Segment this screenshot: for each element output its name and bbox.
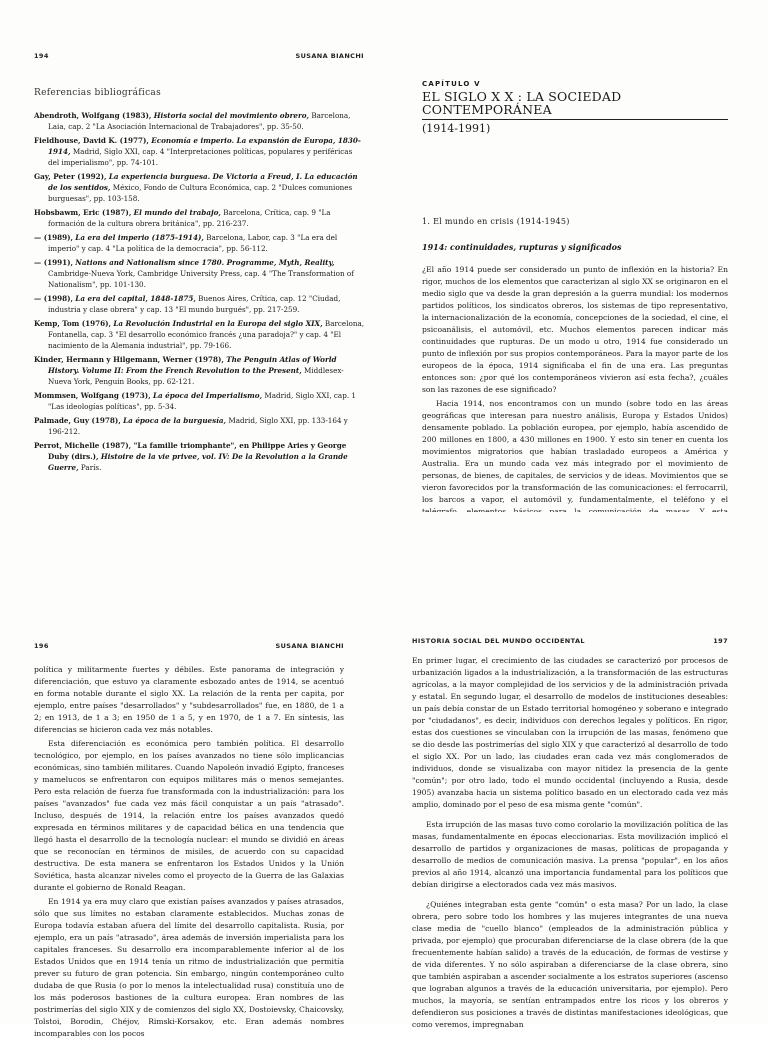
running-head-author: SUSANA BIANCHI xyxy=(295,52,364,60)
page-195 xyxy=(384,0,768,512)
reference-entry xyxy=(34,232,364,254)
reference-details: Barcelona, Laia, cap. 2 "La Asociación Internacional de Trabajadores", pp. 35-50. xyxy=(48,111,351,131)
reference-details: México, Fondo de Cultura Económica, cap. 2 "Dulces comuniones burguesas", pp. 103-158. xyxy=(48,183,353,203)
reference-author: Mommsen, Wolfgang (1973), xyxy=(34,391,151,400)
subsection-title: 1914: continuidades, rupturas y significados xyxy=(422,242,622,252)
page-194 xyxy=(0,0,384,512)
reference-entry xyxy=(34,171,364,204)
reference-author: Hobsbawm, Eric (1987), xyxy=(34,208,132,217)
body-text xyxy=(412,655,728,1031)
reference-author: Gay, Peter (1992), xyxy=(34,172,107,181)
paragraph: Esta diferenciación es económica pero también política. El desarrollo tecnológico, por ejemplo, en los países avanzados no tiene sólo implicancias económicas, sino también militares. Cuando Napoleón invadió Egipto, franceses y mamelucos se enfrentaron con equipos militares más o menos semejantes. Pero esta relación de fuerza fue transformada con la industrialización: para los países "avanzados" fue cada vez más fácil conquistar a un país "atrasado". Incluso, después de 1914, la relación entre los países avanzados quedó expresada en términos militares y de capacidad bélica en una tendencia que llegó hasta el desarrollo de la tecnología nuclear: el mundo se dividió en áreas que se reconocían en términos de misiles, de acuerdo con su capacidad destructiva. De esta manera se enfrentaron los Estados Unidos y la Unión Soviética, hasta alcanzar niveles como el proyecto de la Guerra de las Galaxias durante el gobierno de Ronald Reagan. xyxy=(34,739,344,892)
reference-entry xyxy=(34,135,364,168)
reference-entry xyxy=(34,354,364,387)
paragraph: En 1914 ya era muy claro que existían países avanzados y países atrasados, sólo que sus límites no estaban claramente establecidos. Muchas zonas de Europa todavía estaban afuera del límite del desarrollo capitalista. Rusia, por ejemplo, era un país "atrasado", área además de inversión imperialista para los capitales franceses. Su desarrollo era incomparablemente inferior al de los Estados Unidos que en 1914 tenía un ritmo de industrialización que permitía prever su futuro de gran potencia. Sin embargo, ningún contemporáneo culto dudaba de que Rusia (o por lo menos la intelectualidad rusa) constituía uno de los más poderosos bastiones de la cultura europea. Eran nombres de las postrimerías del siglo XIX y de comienzos del siglo XX, Dostoievsky, Chaicovsky, Tolstoi, Borodin, Chéjov, Rimski-Korsakov, etc. Eran además nombres incomparables con los pocos xyxy=(34,897,344,1038)
reference-details: Cambridge-Nueva York, Cambridge University Press, cap. 4 "The Transformation of Nationalism", pp. 101-130. xyxy=(48,269,354,289)
paragraph: Esta irrupción de las masas tuvo como corolario la movilización política de las masas, fundamentalmente en épocas eleccionarias. Esta movilización implicó el desarrollo de partidos y organizaciones de masas, políticas de propaganda y desarrollo de medios de comunicación masiva. La prensa "popular", en los años previos al año 1914, alcanzó una importancia fundamental para los políticos que debían dirigirse a electorados cada vez más masivos. xyxy=(412,820,728,889)
chapter-title: EL SIGLO X X : LA SOCIEDAD CONTEMPORÁNEA xyxy=(422,90,728,120)
references-heading: Referencias bibliográficas xyxy=(34,88,161,98)
reference-work: La experiencia burguesa. De Victoria a Freud, I. La educación de los sentidos, xyxy=(48,172,358,192)
reference-details: Madrid, Siglo XXI, cap. 1 "Las ideologías políticas", pp. 5-34. xyxy=(48,391,356,411)
paragraph: En primer lugar, el crecimiento de las ciudades se caracterizó por procesos de urbanización ligados a la industrialización, a la transformación de las estructuras agrícolas, a la mayor complejidad de los servicios y de la administración privada y estatal. En segundo lugar, el desarrollo de modelos de instituciones deseables: un país debía constar de un Estado territorial homogéneo y soberano e integrado por "ciudadanos", es decir, individuos con derechos legales y políticos. En rigor, estas dos cuestiones se vinculaban con la irrupción de las masas, fenómeno que se dio desde las postrimerías del siglo XIX y que caracterizó al desarrollo de todo el siglo XX. Por un lado, las ciudades eran cada vez más conglomerados de individuos, donde se visualizaba con mayor nitidez la presencia de la gente "común"; por otro lado, todo el mundo occidental (incluyendo a Rusia, desde 1905) avanzaba hacia un sistema político basado en un electorado cada vez más amplio, dominado por el peso de esa misma gente "común". xyxy=(412,656,728,809)
reference-work: The Penguin Atlas of World History. Volume II: From the French Revolution to the Present, xyxy=(48,355,337,375)
reference-details: Barcelona, Crítica, cap. 9 "La formación de la cultura obrera británica", pp. 216-237. xyxy=(48,208,331,228)
reference-work: La época del Imperialismo, xyxy=(152,391,263,400)
reference-work: Histoire de la vie privee, vol. IV: De la Revolution a la Grande Guerre, xyxy=(48,452,348,472)
reference-work: Historia social del movimiento obrero, xyxy=(153,111,310,120)
reference-author: Abendroth, Wolfgang (1983), xyxy=(34,111,152,120)
page-number: 196 xyxy=(34,642,49,650)
reference-work: La era del imperio (1875-1914), xyxy=(75,233,204,242)
reference-details: Barcelona, Labor, cap. 3 "La era del imperio" y cap. 4 "La política de la democracia", pp. 56-112. xyxy=(48,233,338,253)
reference-details: París. xyxy=(80,463,102,472)
reference-author: Fieldhouse, David K. (1977), xyxy=(34,136,149,145)
reference-work: La era del capital, 1848-1875, xyxy=(75,294,196,303)
reference-entry xyxy=(34,415,364,437)
reference-entry xyxy=(34,110,364,132)
reference-entry xyxy=(34,207,364,229)
reference-author: — (1989), xyxy=(34,233,73,242)
reference-author: — (1998), xyxy=(34,294,73,303)
running-head xyxy=(412,637,728,645)
reference-details: Madrid, Siglo XXI, pp. 133-164 y 196-212. xyxy=(48,416,348,436)
page-197 xyxy=(384,512,768,1029)
reference-entry xyxy=(34,318,364,351)
reference-details: Barcelona, Fontanella, cap. 3 "El desarrollo económico francés ¿una paradoja?" y cap. 4 "El nacimiento de la Alemania industrial", pp. 79-166. xyxy=(48,319,365,350)
chapter-label: CAPÍTULO V xyxy=(422,80,481,88)
reference-author: Perrot, Michelle (1987), "La famille triomphante", en Philippe Aries y George Duby (dirs.), xyxy=(34,441,347,461)
running-head xyxy=(34,642,344,650)
reference-work: El mundo del trabajo, xyxy=(133,208,221,217)
reference-work: Nations and Nationalism since 1780. Programme, Myth, Reality, xyxy=(75,258,335,267)
running-head-title: HISTORIA SOCIAL DEL MUNDO OCCIDENTAL xyxy=(412,637,585,645)
paragraph: Hacia 1914, nos encontramos con un mundo (sobre todo en las áreas geográficas que interesan para nuestro análisis, Europa y Estados Unidos) densamente poblado. La población europea, por ejemplo, había ascendido de 200 millones en 1800, a 430 millones en 1900. Y esto sin tener en cuenta los movimientos migratorios que habían trasladado europeos a América y Australia. Era un mundo cada vez más integrado por el movimiento de personas, de bienes, de capitales, de servicios y de ideas. Movimientos que se vieron favorecidos por la transformación de las comunicaciones: el ferrocarril, los barcos a vapor, el automóvil y, fundamentalmente, el teléfono y el xyxy=(422,399,728,504)
paragraph: política y militarmente fuertes y débiles. Este panorama de integración y diferenciación, que estuvo ya claramente esbozado antes de 1914, se acentuó en forma notable durante el siglo XX. La relación de la renta per capita, por ejemplo, entre países "desarrollados" y "subdesarrollados" fue, en 1880, de 1 a 2; en 1913, de 1 a 3; en 1950 de 1 a 5, y en 1970, de 1 a 7. En síntesis, las diferencias se hicieron cada vez más notables. xyxy=(34,665,344,734)
reference-details: Madrid, Siglo XXI, cap. 4 "Interpretaciones políticas, populares y periféricas del imperialismo", pp. 74-101. xyxy=(48,147,353,167)
reference-entry xyxy=(34,440,364,473)
reference-entry xyxy=(34,257,364,290)
reference-author: Kemp, Tom (1976), xyxy=(34,319,112,328)
running-head-author: SUSANA BIANCHI xyxy=(275,642,344,650)
chapter-years: (1914-1991) xyxy=(422,122,491,135)
reference-list xyxy=(34,110,364,473)
reference-details: Middlesex-Nueva York, Penguin Books, pp. 62-121. xyxy=(48,366,344,386)
reference-entry xyxy=(34,390,364,412)
body-text xyxy=(34,664,344,1040)
paragraph: ¿Quiénes integraban esta gente "común" o esta masa? Por un lado, la clase obrera, pero sobre todo los hombres y las mujeres integrantes de una nueva clase media de "cuello blanco" (empleados de la administración pública y privada, por ejemplo) que procuraban diferenciarse de la clase obrera (de la que frecuentemente habían salido) a través de la educación, de formas de vestirse y de vida diferentes. Y no sólo aspiraban a diferenciarse de la clase obrera, sino que también aspiraban a ascender socialmente a los estratos superiores (ascenso que lograban algunos a través de la educación universitaria, por ejemplo). Pero muchos, la mayoría, se sentían entrampados entre los ricos y los obreros y defendieron sus posiciones a través de distintas manifestaciones ideológicas, que como veremos, impregnaban xyxy=(412,900,728,1029)
paragraph: ¿El año 1914 puede ser considerado un punto de inflexión en la historia? En rigor, muchos de los elementos que caracterizan al siglo XX se originaron en el medio siglo que va desde la gran depresión a la guerra mundial: los modernos partidos políticos, los sindicatos obreros, los sistemas de tipo representativo, la internacionalización de la economía, concepciones de la sociedad, el cine, el psicoanálisis, el automóvil, etc. Muchos elementos parecen indicar más continuidades que rupturas. De un modo u otro, 1914 fue considerado un punto de inflexión por sus propios contemporáneos. Para la mayor parte de los europeos de la época, 1914 significaba el fin de una era. Las preguntas entonces son: ¿por qué los contemporáneos vivieron así esta fecha?, ¿cuáles son las razones de ese significado? xyxy=(422,265,728,394)
reference-work: La Revolución Industrial en la Europa del siglo XIX, xyxy=(113,319,323,328)
reference-author: Kinder, Hermann y Hilgemann, Werner (1978), xyxy=(34,355,224,364)
page-number: 197 xyxy=(713,637,728,645)
reference-entry xyxy=(34,293,364,315)
running-head xyxy=(34,52,364,60)
reference-work: La época de la burguesía, xyxy=(123,416,227,425)
reference-author: Palmade, Guy (1978), xyxy=(34,416,121,425)
page-number: 194 xyxy=(34,52,49,60)
reference-details: Buenos Aires, Crítica, cap. 12 "Ciudad, industria y clase obrera" y cap. 13 "El mundo burgués", pp. 217-259. xyxy=(48,294,341,314)
reference-author: — (1991), xyxy=(34,258,73,267)
reference-work: Economía e imperio. La expansión de Europa, 1830-1914, xyxy=(48,136,361,156)
page-196 xyxy=(0,512,384,1038)
section-title: 1. El mundo en crisis (1914-1945) xyxy=(422,217,570,226)
